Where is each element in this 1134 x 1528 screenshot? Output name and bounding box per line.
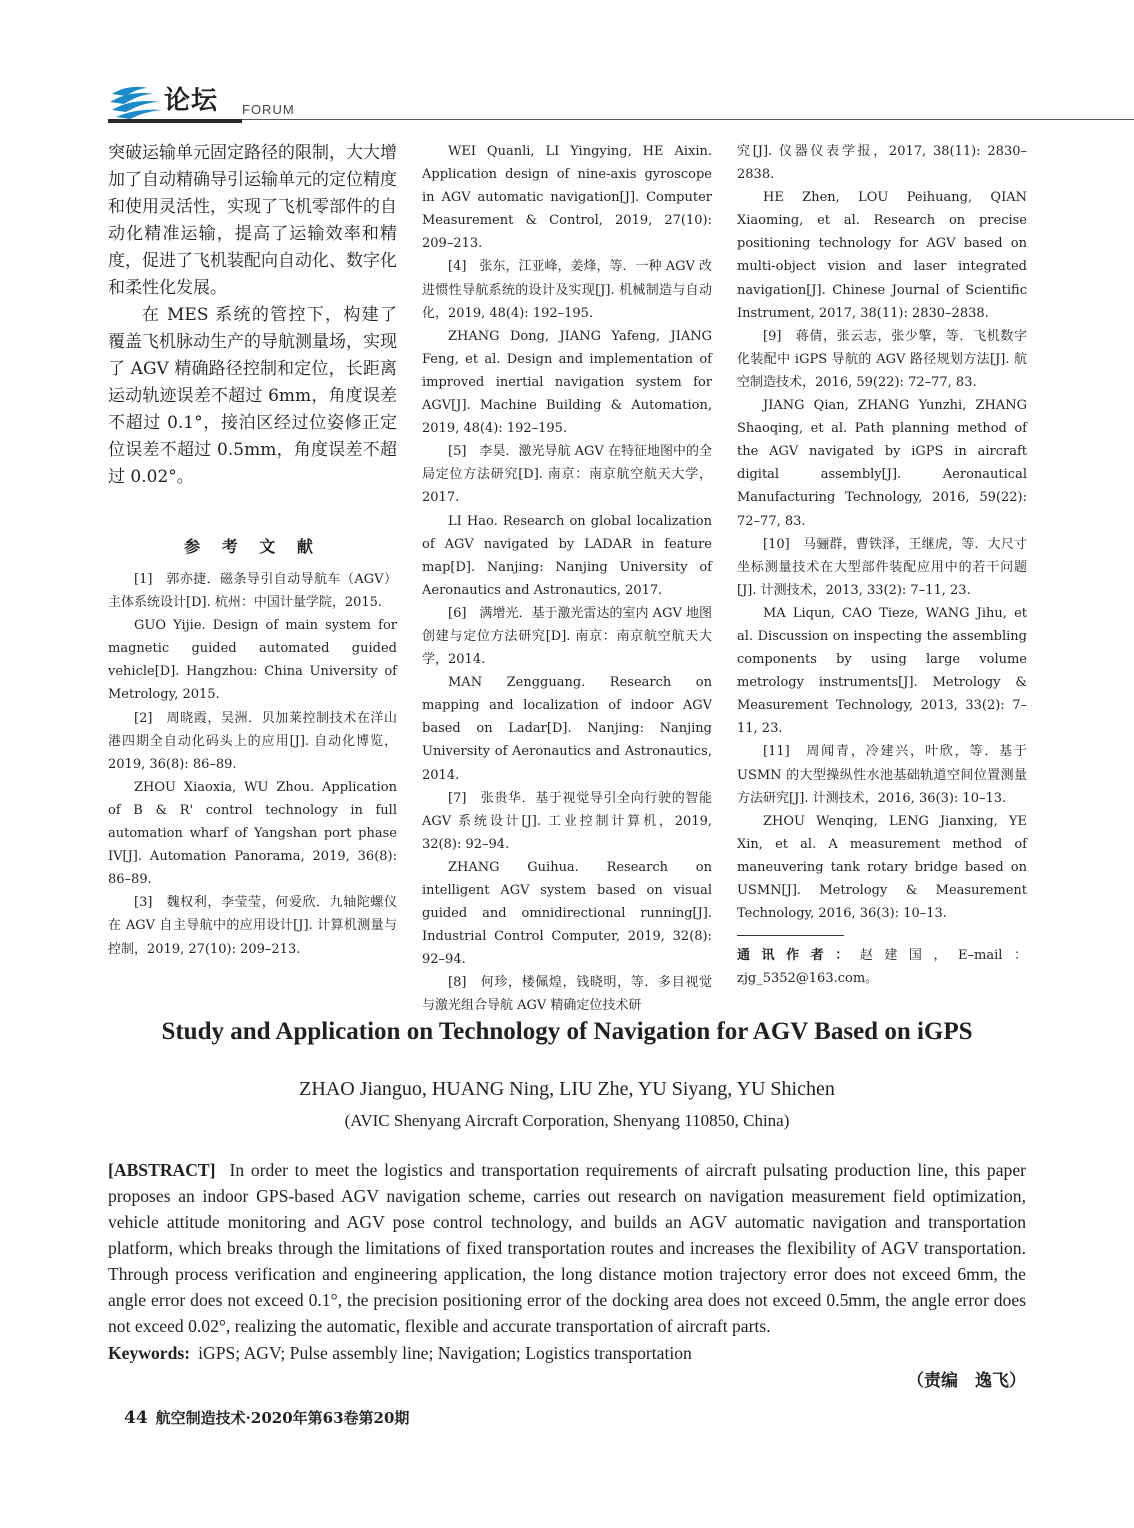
english-authors: ZHAO Jianguo, HUANG Ning, LIU Zhe, YU Siyang, YU Shichen <box>299 1078 835 1100</box>
abstract-text: In order to meet the logistics and transportation requirements of aircraft pulsating production line, this paper proposes an indoor GPS-based AGV navigation scheme, carries out research on navigation measurement field optimization, vehicle attitude monitoring and AGV pose control technology, and builds an AGV automatic navigation and transportation platform, which breaks through the limitations of fixed transportation routes and increases the flexibility of AGV transportation. Through process verification and engineering application, the long distance motion trajectory error does not exceed 6mm, the angle error does not exceed 0.1°, the precision positioning error of the docking area does not exceed 0.5mm, the angle error does not exceed 0.02°, realizing the automatic, flexible and accurate transportation of aircraft parts. <box>108 1160 1026 1336</box>
reference-entry: [8] 何珍，楼佩煌，钱晓明，等．多目视觉与激光组合导航 AGV 精确定位技术研 <box>422 975 712 1014</box>
reference-entry: ZHOU Wenqing, LENG Jianxing, YE Xin, et al. A measurement method of maneuvering tank rotary bridge based on USMN[J]. Metrology & Measurement Technology, 2016, 36(3): 10–13. <box>737 813 1027 922</box>
column-middle <box>422 140 712 1018</box>
journal-info: 航空制造技术·2020年第63卷第20期 <box>155 1409 410 1427</box>
reference-entry: LI Hao. Research on global localization of AGV navigated by LADAR in feature map[D]. Nanjing: Nanjing University of Aeronautics and Astronautics, 2017. <box>422 513 712 598</box>
header-rule-thick <box>108 119 242 123</box>
abstract-label: [ABSTRACT] <box>108 1160 216 1180</box>
reference-entry: [11] 周闻青，冷建兴，叶欣，等．基于 USMN 的大型操纵性水池基础轨道空间位置测量方法研究[J]. 计测技术，2016, 36(3): 10–13. <box>737 744 1027 806</box>
keywords-label: Keywords: <box>108 1343 191 1363</box>
reference-entry: [4] 张东，江亚峰，姜烽，等．一种 AGV 改进惯性导航系统的设计及实现[J]. 机械制造与自动化，2019, 48(4): 192–195. <box>422 259 712 321</box>
english-title: Study and Application on Technology of Navigation for AGV Based on iGPS <box>161 1018 973 1045</box>
reference-entry: [2] 周晓霞，吴洲．贝加莱控制技术在洋山港四期全自动化码头上的应用[J]. 自动化博览，2019, 36(8): 86–89. <box>108 710 397 772</box>
editor-note: （责编 逸飞） <box>907 1371 1026 1391</box>
references-title: 参 考 文 献 <box>184 537 321 556</box>
reference-entry: HE Zhen, LOU Peihuang, QIAN Xiaoming, et al. Research on precise positioning technology for AGV based on multi-object vision and laser integrated navigation[J]. Chinese Journal of Scientific Instrument, 2017, 38(11): 2830–2838. <box>737 190 1027 321</box>
english-affiliation: (AVIC Shenyang Aircraft Corporation, Shenyang 110850, China) <box>344 1111 790 1130</box>
reference-entry: WEI Quanli, LI Yingying, HE Aixin. Application design of nine-axis gyroscope in AGV automatic navigation[J]. Computer Measurement & Control, 2019, 27(10): 209–213. <box>422 144 712 252</box>
reference-entry: [5] 李昊．激光导航 AGV 在特征地图中的全局定位方法研究[D]. 南京：南京航空航天大学，2017. <box>422 444 712 506</box>
reference-entry: JIANG Qian, ZHANG Yunzhi, ZHANG Shaoqing, et al. Path planning method of the AGV navigated by iGPS in aircraft digital assembly[J]. Aeronautical Manufacturing Technology, 2016, 59(22): 72–77, 83. <box>737 398 1027 529</box>
section-title-cn: 论坛 <box>164 86 219 116</box>
section-title-en: FORUM <box>242 102 295 117</box>
reference-entry: [9] 蒋倩，张云志，张少擎，等．飞机数字化装配中 iGPS 导航的 AGV 路径规划方法[J]. 航空制造技术，2016, 59(22): 72–77, 83. <box>737 328 1027 390</box>
reference-entry: ZHOU Xiaoxia, WU Zhou. Application of B & R' control technology in full automation wharf of Yangshan port phase IV[J]. Automation Panorama, 2019, 36(8): 86–89. <box>108 779 397 888</box>
forum-logo-icon <box>108 80 164 120</box>
reference-entry: ZHANG Dong, JIANG Yafeng, JIANG Feng, et al. Design and implementation of improved inertial navigation system for AGV[J]. Machine Building & Automation, 2019, 48(4): 192–195. <box>422 328 712 437</box>
body-paragraph: 在 MES 系统的管控下，构建了覆盖飞机脉动生产的导航测量场，实现了 AGV 精确路径控制和定位，长距离运动轨迹误差不超过 6mm，角度误差不超过 0.1°，接泊区经过位姿修正定位误差不超过 0.5mm，角度误差不超过 0.02°。 <box>108 305 397 487</box>
column-left <box>108 140 397 961</box>
keywords-text: iGPS; AGV; Pulse assembly line; Navigation; Logistics transportation <box>198 1343 692 1363</box>
english-abstract <box>108 1157 1026 1339</box>
column-right <box>737 140 1027 990</box>
reference-entry: 究[J]. 仪器仪表学报，2017, 38(11): 2830–2838. <box>737 144 1027 183</box>
header-rule-thin <box>242 119 1134 120</box>
corresponding-author-label: 通讯作者： <box>737 948 860 964</box>
reference-entry: [1] 郭亦捷．磁条导引自动导航车（AGV）主体系统设计[D]. 杭州：中国计量学院，2015. <box>108 572 397 611</box>
corresponding-author-value: 赵建国，E–mail：zjg_5352@163.com。 <box>737 948 1027 987</box>
reference-entry: [3] 魏权利，李莹莹，何爱欣．九轴陀螺仪在 AGV 自主导航中的应用设计[J]. 计算机测量与控制，2019, 27(10): 209–213. <box>108 895 397 957</box>
reference-entry: [10] 马骊群，曹铁泽，王继虎，等．大尺寸坐标测量技术在大型部件装配应用中的若干问题[J]. 计测技术，2013, 33(2): 7–11, 23. <box>737 536 1027 598</box>
reference-entry: MAN Zengguang. Research on mapping and localization of indoor AGV based on Ladar[D]. Nanjing: Nanjing University of Aeronautics and Astronautics, 2014. <box>422 675 712 783</box>
reference-entry: MA Liqun, CAO Tieze, WANG Jihu, et al. Discussion on inspecting the assembling components by using large volume metrology instruments[J]. Metrology & Measurement Technology, 2013, 33(2): 7–11, 23. <box>737 605 1027 737</box>
page-header <box>108 76 1134 122</box>
page-number: 44 <box>124 1408 148 1428</box>
reference-entry: GUO Yijie. Design of main system for magnetic guided automated guided vehicle[D]. Hangzhou: China University of Metrology, 2015. <box>108 618 397 703</box>
reference-entry: [7] 张贵华．基于视觉导引全向行驶的智能 AGV 系统设计[J]. 工业控制计算机，2019, 32(8): 92–94. <box>422 790 712 852</box>
english-keywords <box>108 1340 1026 1366</box>
page-footer <box>124 1407 409 1428</box>
reference-entry: ZHANG Guihua. Research on intelligent AGV system based on visual guided and omnidirectional running[J]. Industrial Control Computer, 2019, 32(8): 92–94. <box>422 859 712 968</box>
reference-entry: [6] 满增光．基于激光雷达的室内 AGV 地图创建与定位方法研究[D]. 南京：南京航空航天大学，2014. <box>422 605 712 668</box>
footnote-rule <box>737 935 844 936</box>
corresponding-author <box>737 944 1027 990</box>
body-paragraph: 突破运输单元固定路径的限制，大大增加了自动精确导引运输单元的定位精度和使用灵活性，实现了飞机零部件的自动化精准运输，提高了运输效率和精度，促进了飞机装配向自动化、数字化和柔性化发展。 <box>108 143 397 298</box>
